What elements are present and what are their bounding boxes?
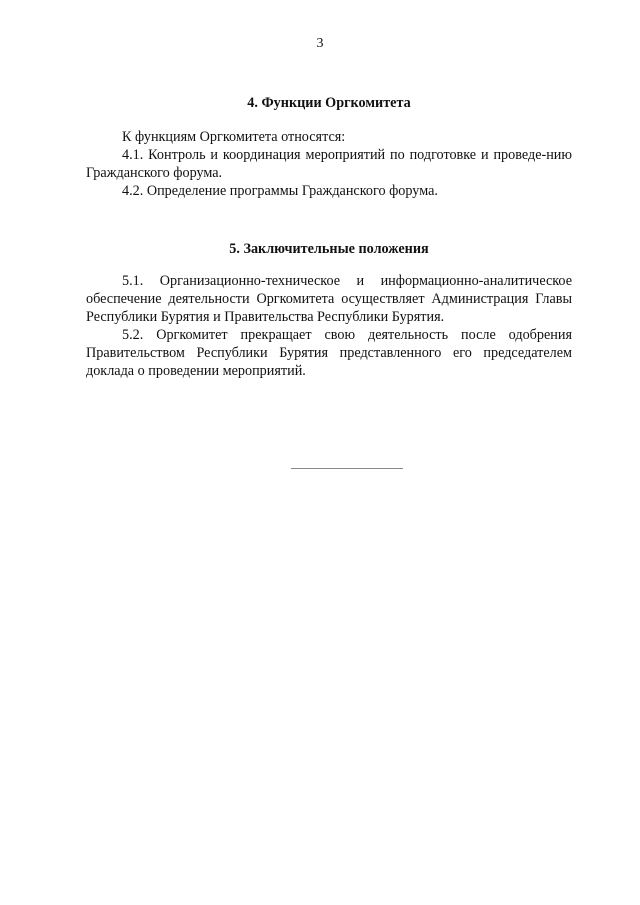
section-4	[86, 94, 572, 200]
section-4-item-1: 4.1. Контроль и координация мероприятий по подготовке и проведе-нию Гражданского форума.	[86, 147, 572, 181]
document-body	[86, 94, 572, 380]
end-of-document-rule	[291, 468, 403, 469]
section-5-item-2: 5.2. Оргкомитет прекращает свою деятельность после одобрения Правительством Республики Бурятия представленного его председателем доклада о проведении мероприятий.	[86, 327, 572, 379]
section-5-item-1: 5.1. Организационно-техническое и информационно-аналитическое обеспечение деятельности Оргкомитета осуществляет Администрация Главы Республики Бурятия и Правительства Республики Бурятия.	[86, 273, 572, 325]
section-4-body	[86, 128, 572, 200]
section-5-heading: 5. Заключительные положения	[229, 241, 429, 257]
section-5	[86, 240, 572, 380]
section-4-item-2: 4.2. Определение программы Гражданского форума.	[122, 183, 438, 199]
section-4-heading: 4. Функции Оргкомитета	[247, 95, 411, 111]
page-number: 3	[316, 36, 324, 51]
section-4-intro: К функциям Оргкомитета относятся:	[122, 129, 346, 145]
